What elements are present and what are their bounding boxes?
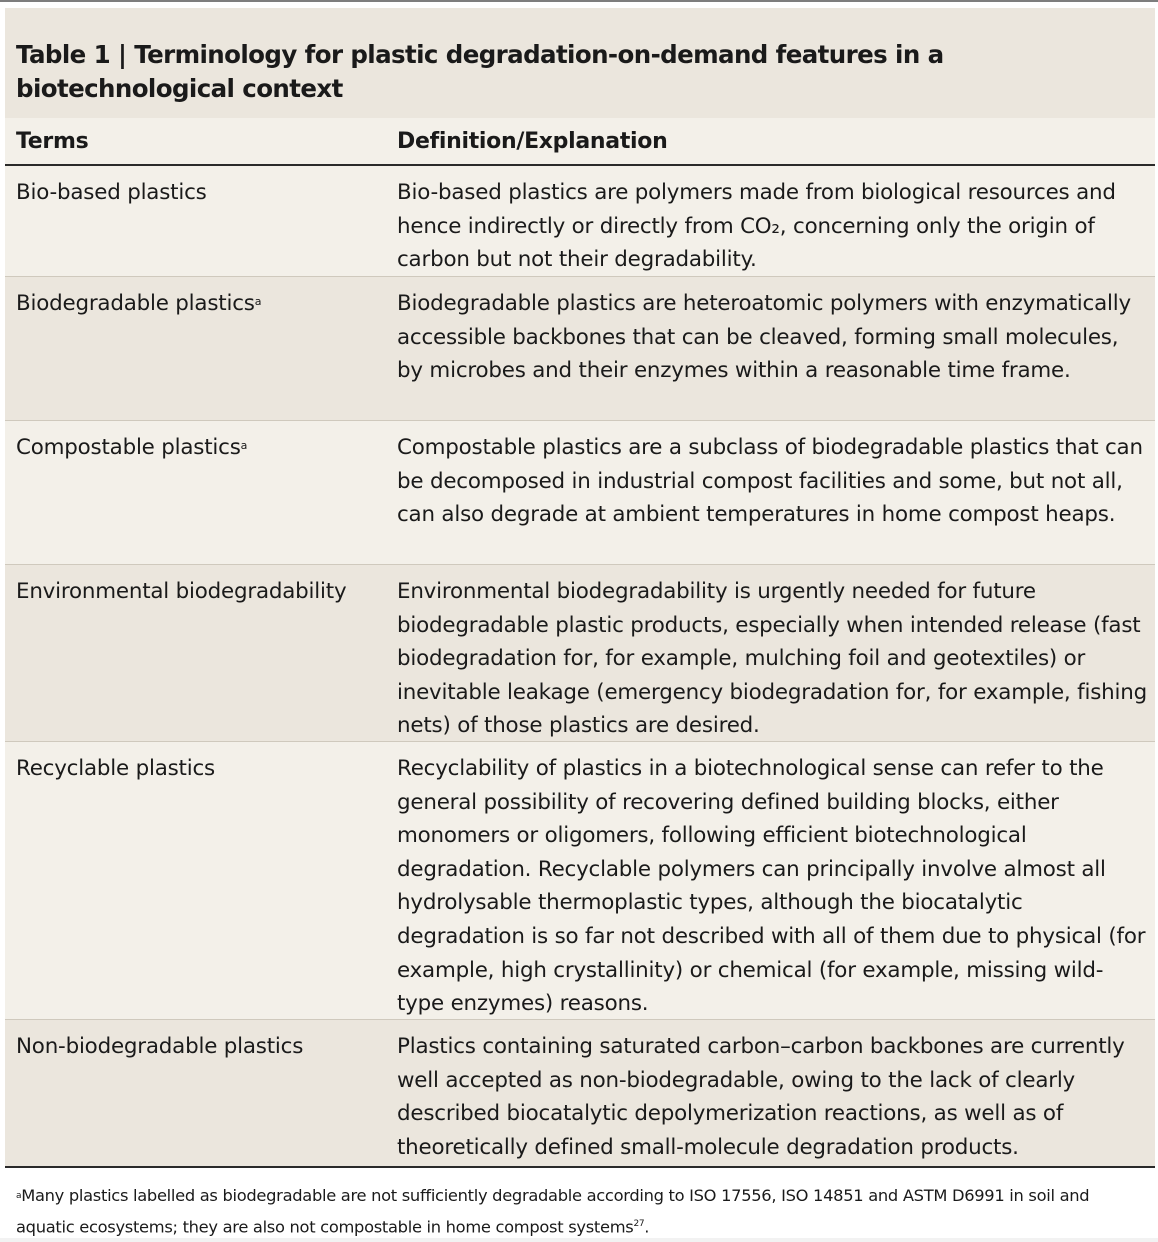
term-cell bbox=[5, 1020, 387, 1172]
term-cell bbox=[5, 565, 387, 741]
term-text: Compostable plastics bbox=[16, 435, 241, 460]
term-text: Biodegradable plastics bbox=[16, 291, 255, 316]
term-cell bbox=[5, 742, 387, 1019]
term-text: Recyclable plastics bbox=[16, 756, 215, 781]
footnote-marker: a bbox=[254, 295, 262, 308]
column-header-terms: Terms bbox=[16, 128, 89, 154]
table-row bbox=[5, 742, 1155, 1020]
definition-cell: Recyclability of plastics in a biotechnological sense can refer to the general possibility of recovering defined building blocks, either monomers or oligomers, following efficient biotechnological degradation. Recyclable polymers can principally involve almost all hydrolysable thermoplastic types, although the biocatalytic degradation is so far not described with all of them due to physical (for example, high crystallinity) or chemical (for example, missing wild-type enzymes) reasons. bbox=[397, 756, 1146, 1017]
term-cell bbox=[5, 166, 387, 276]
definition-cell: Compostable plastics are a subclass of biodegradable plastics that can be decomposed in industrial compost facilities and some, but not all, can also degrade at ambient temperatures in home compost heaps. bbox=[397, 435, 1143, 528]
definition-cell: Environmental biodegradability is urgently needed for future biodegradable plastic products, especially when intended release (fast biodegradation for, for example, mulching foil and geotextiles) or inevitable leakage (emergency biodegradation for, for example, fishing nets) of those plastics are desired. bbox=[397, 579, 1147, 739]
footnote-end: . bbox=[644, 1217, 650, 1237]
footnote-text: Many plastics labelled as biodegradable are not sufficiently degradable according to ISO 17556, ISO 14851 and ASTM D6991 in soil and aquatic ecosystems; they are also not compostable in home compost systems bbox=[16, 1186, 1090, 1237]
bottom-edge bbox=[0, 1238, 1158, 1242]
definition-cell: Bio-based plastics are polymers made from biological resources and hence indirectly or directly from CO₂, concerning only the origin of carbon but not their degradability. bbox=[397, 180, 1116, 273]
terminology-table bbox=[5, 8, 1155, 1172]
term-text: Bio-based plastics bbox=[16, 180, 207, 205]
table-title-row bbox=[5, 8, 1155, 118]
table-row bbox=[5, 565, 1155, 742]
column-header-definition: Definition/Explanation bbox=[397, 128, 668, 154]
footnote-marker: a bbox=[16, 1191, 22, 1201]
term-cell bbox=[5, 277, 387, 420]
footnote-marker: a bbox=[240, 439, 248, 452]
table-row bbox=[5, 277, 1155, 421]
footnote-reference: 27 bbox=[633, 1219, 645, 1229]
table-row bbox=[5, 166, 1155, 277]
term-text: Environmental biodegradability bbox=[16, 579, 347, 604]
table-footnote bbox=[5, 1166, 1155, 1238]
term-text: Non-biodegradable plastics bbox=[16, 1034, 304, 1059]
table-title: Table 1 | Terminology for plastic degradation-on-demand features in a biotechnological context bbox=[16, 40, 944, 103]
table-row bbox=[5, 421, 1155, 565]
definition-cell: Plastics containing saturated carbon–carbon backbones are currently well accepted as non-biodegradable, owing to the lack of clearly described biocatalytic depolymerization reactions, as well as of theoretically defined small-molecule degradation products. bbox=[397, 1034, 1125, 1160]
term-cell bbox=[5, 421, 387, 564]
definition-cell: Biodegradable plastics are heteroatomic polymers with enzymatically accessible backbones that can be cleaved, forming small molecules, by microbes and their enzymes within a reasonable time frame. bbox=[397, 291, 1131, 384]
top-rule bbox=[0, 0, 1158, 6]
column-header-row bbox=[5, 118, 1155, 166]
table-row bbox=[5, 1020, 1155, 1172]
